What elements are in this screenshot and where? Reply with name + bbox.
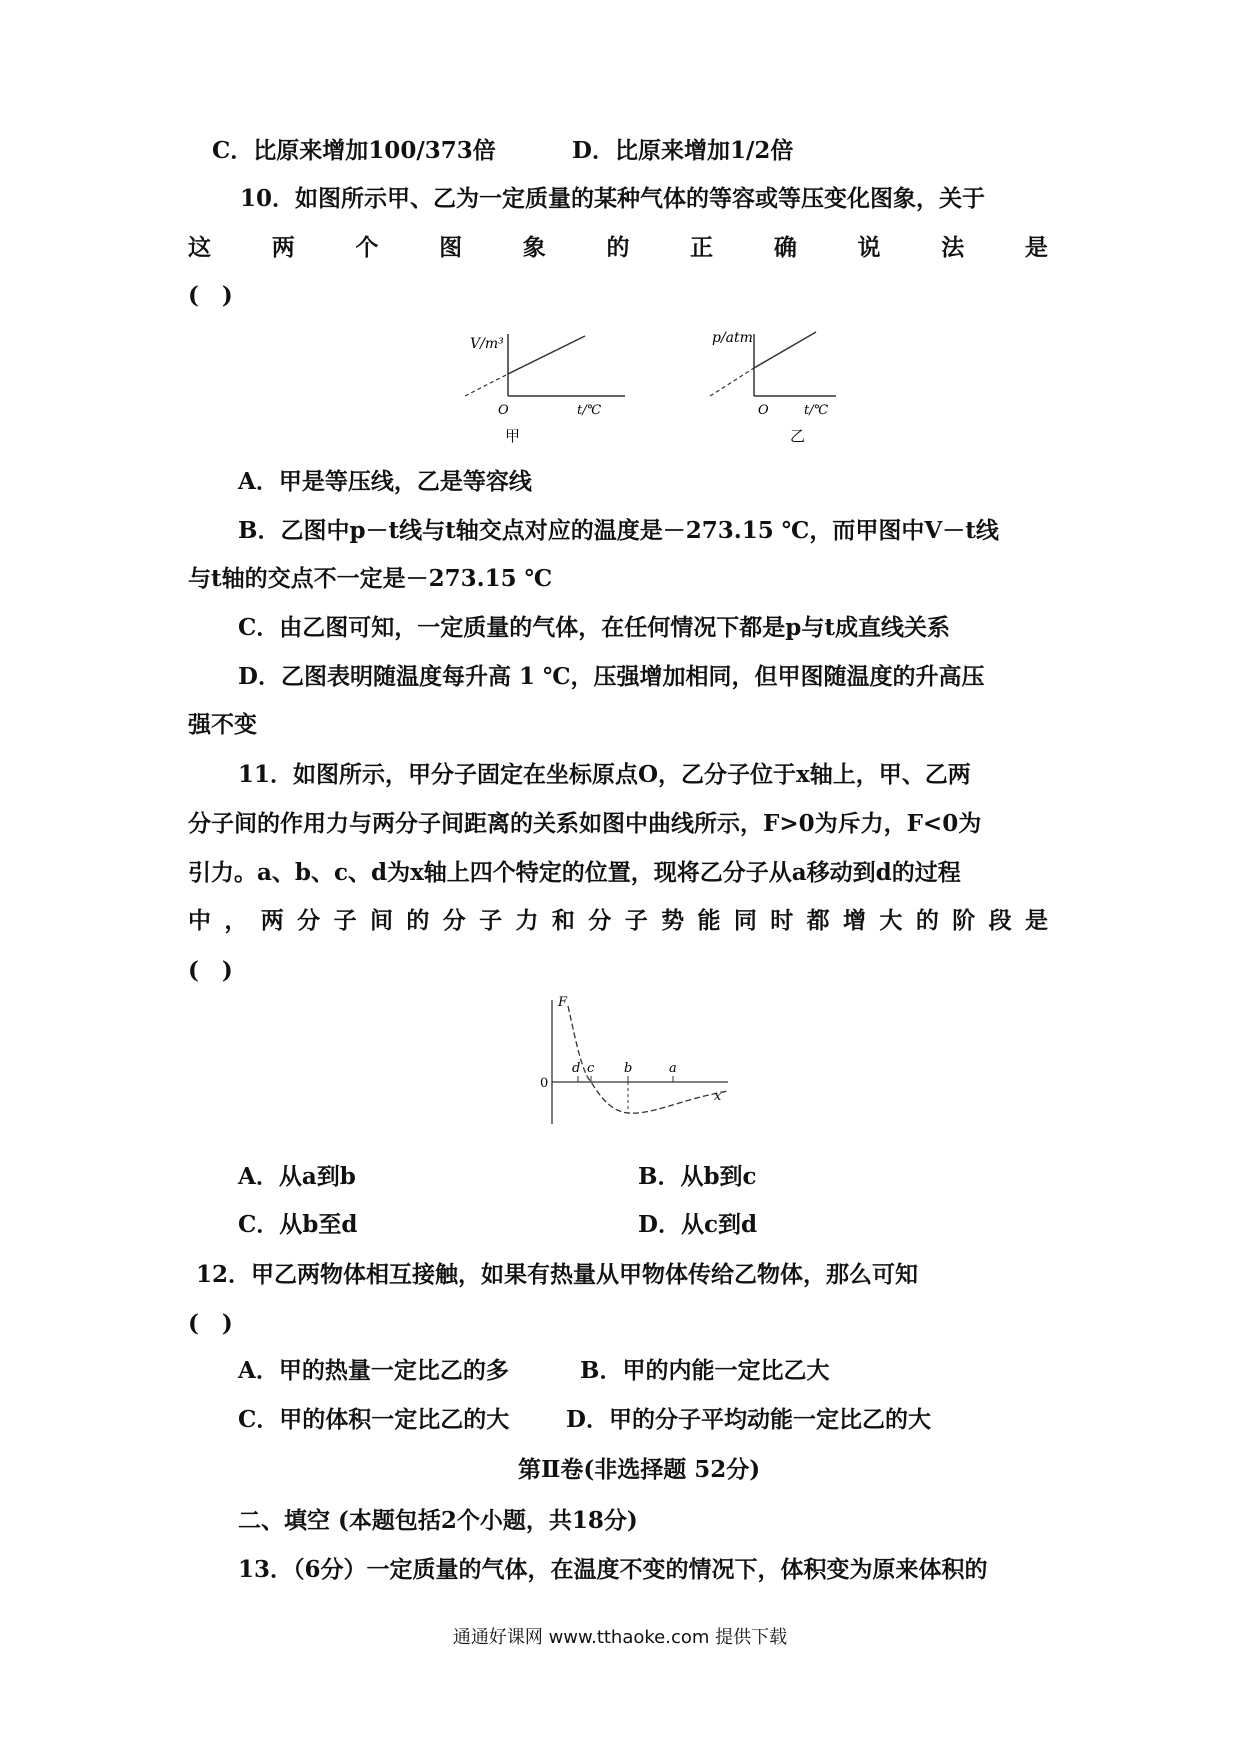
char: 增 xyxy=(843,907,867,934)
jia-caption: 甲 xyxy=(505,427,521,445)
char: 的 xyxy=(915,907,939,934)
footer: 通通好课网 www.tthaoke.com 提供下载 xyxy=(452,1627,788,1648)
q12-option-d: D．甲的分子平均动能一定比乙的大 xyxy=(566,1406,931,1433)
q10-line-2 xyxy=(188,233,1048,263)
q12-option-a: A．甲的热量一定比乙的多 xyxy=(238,1357,509,1384)
option-9c: C．比原来增加100/373倍 xyxy=(212,137,496,164)
q10-option-b-line-2: 与t轴的交点不一定是－273.15 ℃ xyxy=(188,565,553,592)
q11-option-a: A．从a到b xyxy=(238,1163,356,1190)
char: 都 xyxy=(806,907,830,934)
q12-option-c: C．甲的体积一定比乙的大 xyxy=(238,1406,510,1433)
q10-bracket: ( ) xyxy=(188,282,233,309)
char: 段 xyxy=(988,907,1012,934)
char: 子 xyxy=(624,907,648,934)
q11-line-1: 11．如图所示，甲分子固定在坐标原点O，乙分子位于x轴上，甲、乙两 xyxy=(238,761,971,788)
char: 时 xyxy=(770,907,794,934)
jia-origin: O xyxy=(498,403,509,418)
q10-option-c: C．由乙图可知，一定质量的气体，在任何情况下都是p与t成直线关系 xyxy=(238,614,951,641)
section-2-heading: 二、填空 (本题包括2个小题，共18分) xyxy=(238,1507,638,1534)
char: 分 xyxy=(297,907,321,934)
char: 势 xyxy=(661,907,685,934)
char: 间 xyxy=(369,907,393,934)
point-a-label: a xyxy=(669,1061,677,1076)
char: 分 xyxy=(588,907,612,934)
char: 的 xyxy=(406,907,430,934)
char: 力 xyxy=(515,907,539,934)
q10-option-b-line-1: B．乙图中p－t线与t轴交点对应的温度是－273.15 ℃，而甲图中V－t线 xyxy=(238,517,999,544)
char: 是 xyxy=(1024,234,1048,261)
char: 大 xyxy=(879,907,903,934)
point-c-label: c xyxy=(587,1061,595,1076)
char: 正 xyxy=(690,234,714,261)
jia-x-label: t/℃ xyxy=(577,403,602,418)
force-y-label: F xyxy=(558,995,568,1010)
char: 两 xyxy=(260,907,284,934)
figure-jia xyxy=(460,326,630,456)
char: 个 xyxy=(355,234,379,261)
q11-option-b: B．从b到c xyxy=(638,1163,757,1190)
char: 法 xyxy=(941,234,965,261)
yi-y-label: p/atm xyxy=(712,330,753,346)
q11-line-4 xyxy=(188,906,1048,936)
q10-option-a: A．甲是等压线，乙是等容线 xyxy=(238,468,532,495)
char: 子 xyxy=(479,907,503,934)
char: 这 xyxy=(188,234,211,261)
char: 确 xyxy=(773,234,797,261)
q11-line-3: 引力。a、b、c、d为x轴上四个特定的位置，现将乙分子从a移动到d的过程 xyxy=(188,859,961,886)
point-b-label: b xyxy=(624,1061,633,1076)
char: 分 xyxy=(442,907,466,934)
jia-y-label: V/m³ xyxy=(470,336,504,352)
char: 的 xyxy=(606,234,630,261)
point-d-label: d xyxy=(572,1061,581,1076)
q13-line-1: 13．（6分）一定质量的气体，在温度不变的情况下，体积变为原来体积的 xyxy=(238,1556,988,1583)
q12-bracket: ( ) xyxy=(188,1310,233,1337)
char: 同 xyxy=(733,907,757,934)
part-2-title: 第Ⅱ卷(非选择题 52分) xyxy=(518,1456,761,1483)
char: 说 xyxy=(857,234,881,261)
force-origin: 0 xyxy=(540,1076,549,1091)
q11-option-c: C．从b至d xyxy=(238,1211,358,1238)
q10-option-d-line-1: D．乙图表明随温度每升高 1 ℃，压强增加相同，但甲图随温度的升高压 xyxy=(238,663,985,690)
q11-option-d: D．从c到d xyxy=(638,1211,758,1238)
char: 能 xyxy=(697,907,721,934)
yi-origin: O xyxy=(758,403,769,418)
char: 子 xyxy=(333,907,357,934)
q10-line-1: 10．如图所示甲、乙为一定质量的某种气体的等容或等压变化图象，关于 xyxy=(240,185,986,212)
char: 两 xyxy=(271,234,295,261)
char: 象 xyxy=(522,234,546,261)
yi-caption: 乙 xyxy=(790,427,806,445)
char: 和 xyxy=(551,907,575,934)
q12-line-1: 12．甲乙两物体相互接触，如果有热量从甲物体传给乙物体，那么可知 xyxy=(196,1261,919,1288)
yi-x-label: t/℃ xyxy=(804,403,829,418)
char: ， xyxy=(224,907,248,934)
char: 中 xyxy=(188,907,211,934)
figure-force xyxy=(528,992,748,1132)
char: 图 xyxy=(439,234,463,261)
q11-bracket: ( ) xyxy=(188,957,233,984)
figure-yi xyxy=(706,326,876,456)
q12-option-b: B．甲的内能一定比乙大 xyxy=(580,1357,830,1384)
option-9d: D．比原来增加1/2倍 xyxy=(572,137,794,164)
char: 阶 xyxy=(952,907,976,934)
q11-line-2: 分子间的作用力与两分子间距离的关系如图中曲线所示，F>0为斥力，F<0为 xyxy=(188,810,982,837)
char: 是 xyxy=(1024,907,1048,934)
q10-option-d-line-2: 强不变 xyxy=(188,711,257,738)
force-x-label: x xyxy=(714,1089,722,1104)
